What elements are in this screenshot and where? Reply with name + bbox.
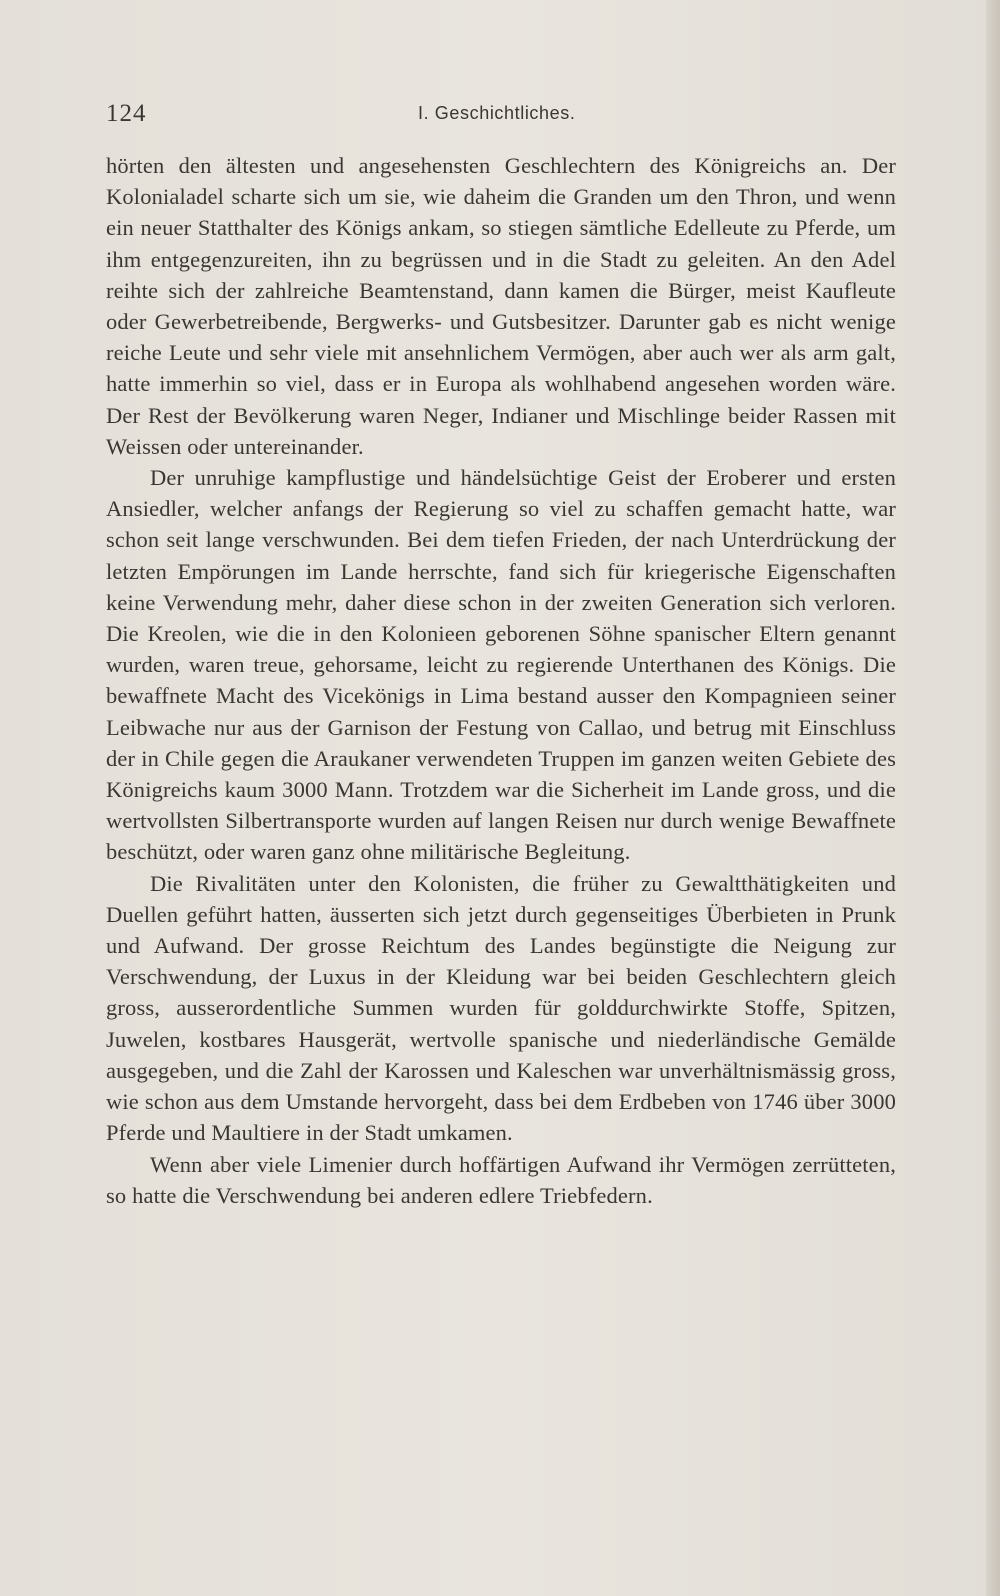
page-number: 124 [106,100,147,127]
body-text [106,150,896,1211]
paragraph-2: Der unruhige kampflustige und händelsüchtige Geist der Eroberer und ersten Ansiedler, welcher anfangs der Regierung so viel zu schaffen gemacht hatte, war schon seit lange verschwunden. Bei dem tiefen Frieden, der nach Unterdrückung der letzten Empörungen im Lande herrschte, fand sich für kriegerische Eigenschaften keine Verwendung mehr, daher diese schon in der zweiten Generation sich verloren. Die Kreolen, wie die in den Kolonieen geborenen Söhne spanischer Eltern genannt wurden, waren treue, gehorsame, leicht zu regierende Unterthanen des Königs. Die bewaffnete Macht des Vicekönigs in Lima bestand ausser den Kompagnieen seiner Leibwache nur aus der Garnison der Festung von Callao, und betrug mit Einschluss der in Chile gegen die Araukaner verwendeten Truppen im ganzen weiten Gebiete des Königreichs kaum 3000 Mann. Trotzdem war die Sicherheit im Lande gross, und die wertvollsten Silbertransporte wurden auf langen Reisen nur durch wenige Bewaffnete beschützt, oder waren ganz ohne militärische Begleitung. [106,465,896,865]
page-header [106,100,896,136]
page-edge-shadow [986,0,1000,1596]
paragraph-3: Die Rivalitäten unter den Kolonisten, die früher zu Gewaltthätigkeiten und Duellen geführt hatten, äusserten sich jetzt durch gegenseitiges Überbieten in Prunk und Aufwand. Der grosse Reichtum des Landes begünstigte die Neigung zur Verschwendung, der Luxus in der Kleidung war bei beiden Geschlechtern gleich gross, ausserordentliche Summen wurden für golddurchwirkte Stoffe, Spitzen, Juwelen, kostbares Hausgerät, wertvolle spanische und niederländische Gemälde ausgegeben, und die Zahl der Karossen und Kaleschen war unverhältnismässig gross, wie schon aus dem Umstande hervorgeht, dass bei dem Erdbeben von 1746 über 3000 Pferde und Maultiere in der Stadt umkamen. [106,870,896,1146]
paragraph-1: hörten den ältesten und angesehensten Geschlechtern des Königreichs an. Der Kolonialadel scharte sich um sie, wie daheim die Granden um den Thron, und wenn ein neuer Statthalter des Königs ankam, so stiegen sämtliche Edelleute zu Pferde, um ihm entgegenzureiten, ihn zu begrüssen und in die Stadt zu geleiten. An den Adel reihte sich der zahlreiche Beamtenstand, dann kamen die Bürger, meist Kaufleute oder Gewerbetreibende, Bergwerks- und Gutsbesitzer. Darunter gab es nicht wenige reiche Leute und sehr viele mit ansehnlichem Vermögen, aber auch wer als arm galt, hatte immerhin so viel, dass er in Europa als wohlhabend angesehen worden wäre. Der Rest der Bevölkerung waren Neger, Indianer und Mischlinge beider Rassen mit Weissen oder untereinander. [106,153,896,459]
running-head: I. Geschichtliches. [418,103,576,123]
paragraph-4: Wenn aber viele Limenier durch hoffärtigen Aufwand ihr Vermögen zerrütteten, so hatte die Verschwendung bei anderen edlere Triebfedern. [106,1151,896,1208]
